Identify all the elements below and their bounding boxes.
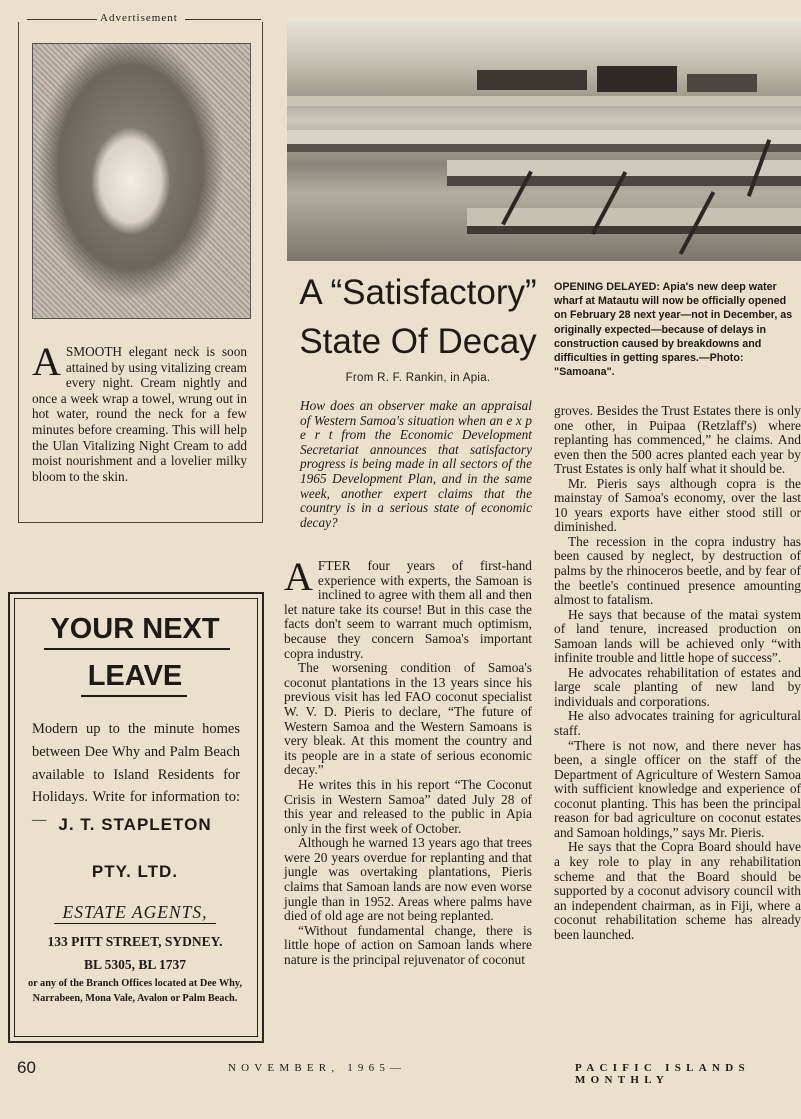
article-paragraph: He also advocates training for agricultural staff. (554, 708, 801, 739)
estate-ad-address: 133 PITT STREET, SYDNEY. (47, 934, 223, 949)
footer-date: NOVEMBER, 1965— (228, 1062, 407, 1074)
article-paragraph: He writes this in his report “The Coconut Crisis in Western Samoa” dated July 28 of this year and released to the public in Apia only in the first week of October. (284, 776, 532, 836)
article-dropcap: A (284, 554, 313, 599)
woman-portrait-photo (32, 43, 251, 319)
article-paragraph: Mr. Pieris says although copra is the mainstay of Samoa's economy, over the last 10 years exports have either stood still or diminished. (554, 475, 801, 535)
article-column-2 (554, 404, 801, 942)
footer-magazine-title: PACIFIC ISLANDS MONTHLY (575, 1062, 750, 1086)
article-headline-line-2: State Of Decay (299, 322, 537, 361)
wharf-construction-photo (287, 18, 801, 261)
advertisement-label: Advertisement (100, 12, 178, 24)
estate-ad-company-suffix: PTY. LTD. (91, 862, 179, 881)
estate-ad-rule-1 (44, 648, 230, 650)
article-paragraph: “Without fundamental change, there is little hope of action on Samoan lands where nature is the principal rejuvenator of coconut (284, 922, 532, 968)
article-standfirst: How does an observer make an appraisal of Western Samoa's situation when an e x p e r t from the Economic Development Secretariat announces that satisfactory progress is being made in all sectors of the 1965 Development Plan, and in the same week, another expert claims that the country is in a serious state of economic decay? (300, 398, 532, 530)
estate-ad-agents-rule (54, 923, 216, 924)
article-paragraph: The recession in the copra industry has been caused by neglect, by destruction of palms by the rhinoceros beetle, and by fear of the beetle's continued presence amounting almost to fatalism. (554, 533, 801, 608)
estate-ad-phone: BL 5305, BL 1737 (83, 957, 187, 972)
estate-ad-agents: ESTATE AGENTS, (62, 902, 208, 922)
estate-ad-heading-2: LEAVE (87, 660, 183, 692)
estate-ad-body: Modern up to the minute homes between Dee Why and Palm Beach available to Island Residents for Holidays. Write for information to:— (32, 721, 240, 829)
article-headline-line-1: A “Satisfactory” (299, 273, 537, 312)
article-column-1 (284, 554, 532, 968)
photo-caption: OPENING DELAYED: Apia's new deep water wharf at Matautu will now be officially opened on February 28 next year—not in December, as originally expected—because of delays in construction caused by breakdowns and difficulties in getting spares.—Photo: "Samoana". (554, 281, 793, 379)
article-paragraph: Although he warned 13 years ago that trees were 20 years overdue for replanting and that jungle was overtaking plantations, Pieris claims that Samoan lands are now even worse jungle than in 1952. Areas where palms have died of old age are not being replanted. (284, 835, 532, 924)
estate-ad-company-name: J. T. STAPLETON (58, 815, 212, 834)
article-paragraph: The worsening condition of Samoa's coconut plantations in the 13 years since his previous visit has led FAO coconut specialist W. V. D. Pieris to declare, “The future of Western Samoa and the Western Samoans is very bleak. At this moment the country and its people are in a state of serious economic decay.” (284, 660, 532, 778)
article-paragraph-text: FTER four years of first-hand experience with experts, the Samoan is inclined to agree with them all and then let nature take its course! But in this case the facts don't seem to warrant much optimism, because they concern Samoa's important copra industry. (284, 558, 532, 661)
article-paragraph: He advocates rehabilitation of estates and large scale planting of new land by individuals and corporations. (554, 664, 801, 709)
cream-ad-body: SMOOTH elegant neck is soon attained by using vitalizing cream every night. Cream nightly and once a week wrap a towel, wrung out in hot water, round the neck for a few minutes before creaming. This will help the Ulan Vitalizing Night Cream to add moist nourishment and a lovelier milky bloom to the skin. (32, 344, 247, 484)
cream-ad-dropcap: A (32, 339, 61, 384)
advertisement-rule-left (27, 19, 97, 20)
advertisement-rule-right (185, 19, 261, 20)
estate-ad-rule-2 (81, 695, 187, 697)
page-number: 60 (17, 1058, 36, 1077)
article-paragraph (284, 554, 532, 661)
estate-ad-heading-1: YOUR NEXT (50, 613, 220, 645)
article-paragraph: He says that the Copra Board should have a key role to play in any rehabilitation scheme and that the Board should be supported by a coconut advisory council with an independent chairman, as in Fiji, where a coconut rehabilitation scheme has already been launched. (554, 839, 801, 942)
estate-ad-branches: or any of the Branch Offices located at Dee Why, Narrabeen, Mona Vale, Avalon or Palm Beach. (27, 978, 243, 1004)
article-paragraph: groves. Besides the Trust Estates there is only one other, in Puipaa (Retzlaff's) where replanting has commenced,” he claims. And even then the 500 acres planted each year by Trust Estates is only half what it should be. (554, 403, 801, 477)
article-paragraph: “There is not now, and there never has been, a single officer on the staff of the Department of Agriculture of Western Samoa with sufficient knowledge and experience of coconut planting. This has been the principal reason for bad agriculture on coconut estates and Samoan holdings,” says Mr. Pieris. (554, 737, 801, 840)
article-byline: From R. F. Rankin, in Apia. (345, 372, 491, 384)
article-paragraph: He says that because of the matai system of land tenure, increased production on Samoan lands will be achieved only “with infinite trouble and little hope of success”. (554, 606, 801, 666)
cream-ad-text (32, 339, 247, 484)
